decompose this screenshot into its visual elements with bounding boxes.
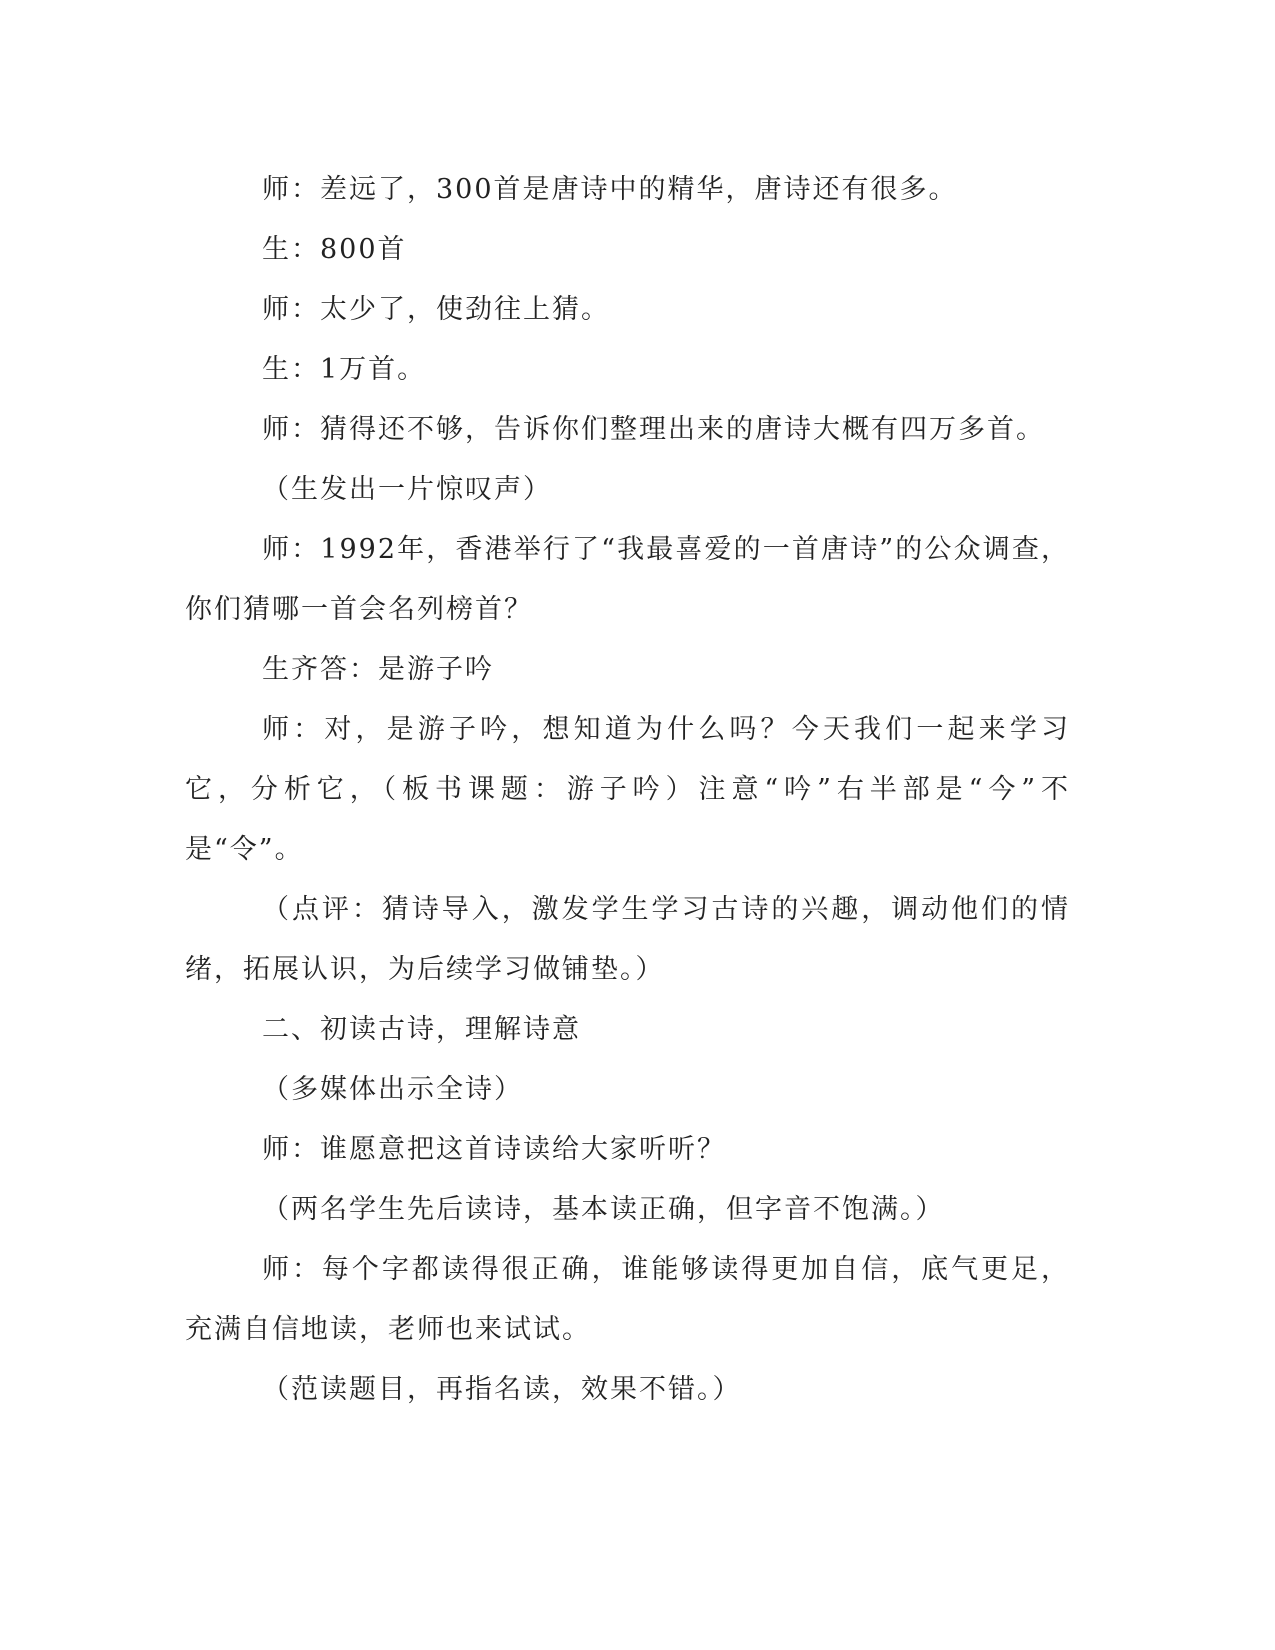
paragraph-comment-introduction: （点评：猜诗导入，激发学生学习古诗的兴趣，调动他们的情绪，拓展认识，为后续学习做铺垫。） [185, 894, 1070, 985]
paragraph-multimedia-poem: （多媒体出示全诗） [262, 1074, 523, 1105]
paragraph-student-800: 生：800首 [262, 234, 407, 265]
paragraph-teacher-40000: 师：猜得还不够，告诉你们整理出来的唐诗大概有四万多首。 [262, 414, 1045, 445]
section-heading-first-reading: 二、初读古诗，理解诗意 [262, 1014, 581, 1045]
paragraph-students-amazed: （生发出一片惊叹声） [262, 474, 552, 505]
paragraph-teacher-lesson-title: 师：对，是游子吟，想知道为什么吗？今天我们一起来学习它，分析它，（板书课题：游子吟）注意“吟”右半部是“今”不是“令”。 [185, 714, 1070, 865]
paragraph-two-students-read: （两名学生先后读诗，基本读正确，但字音不饱满。） [262, 1194, 945, 1225]
paragraph-model-reading: （范读题目，再指名读，效果不错。） [262, 1374, 742, 1405]
paragraph-teacher-who-reads: 师：谁愿意把这首诗读给大家听听？ [262, 1134, 726, 1165]
paragraph-teacher-1992-survey: 师：1992年，香港举行了“我最喜爱的一首唐诗”的公众调查，你们猜哪一首会名列榜首？ [185, 534, 1070, 625]
paragraph-teacher-too-few: 师：太少了，使劲往上猜。 [262, 294, 610, 325]
paragraph-student-10000: 生：1万首。 [262, 354, 427, 385]
document-body [185, 160, 1070, 1420]
paragraph-teacher-300: 师：差远了，300首是唐诗中的精华，唐诗还有很多。 [262, 174, 958, 205]
paragraph-students-answer: 生齐答：是游子吟 [262, 654, 494, 685]
paragraph-teacher-confident-reading: 师：每个字都读得很正确，谁能够读得更加自信，底气更足，充满自信地读，老师也来试试。 [185, 1254, 1070, 1345]
